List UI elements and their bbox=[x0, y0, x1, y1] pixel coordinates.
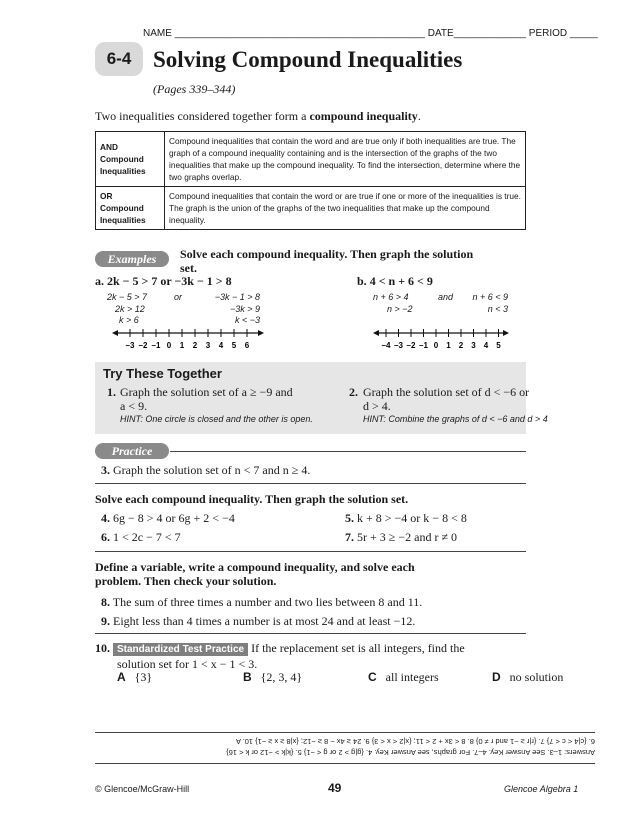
question-2-text bbox=[363, 385, 563, 413]
tick-label: –4 bbox=[381, 341, 391, 350]
tick-label: 0 bbox=[433, 341, 439, 350]
example-expression: 4 < n + 6 < 9 bbox=[369, 274, 433, 288]
example-b-work-right bbox=[460, 292, 508, 315]
tick-label: 3 bbox=[471, 341, 476, 350]
question-text: 1 < 2c − 7 < 7 bbox=[113, 530, 181, 544]
choice-letter: C bbox=[368, 670, 377, 684]
question-3 bbox=[101, 463, 310, 477]
arrow-right-icon bbox=[258, 330, 264, 336]
question-4 bbox=[101, 511, 235, 525]
examples-tag: Examples bbox=[95, 251, 169, 267]
period-blank[interactable]: _____ bbox=[569, 28, 598, 39]
question-line: If the replacement set is all integers, find the bbox=[251, 641, 465, 655]
examples-instruction: Solve each compound inequality. Then graph the solution set. bbox=[180, 247, 474, 275]
answer-line: 6. {c|4 < c < 7} 7. {r|r ≥ −1 and r ≠ 0} 8. 8 < 3x + 2 < 11; {x|2 < x < 3} 9. 24 ≥ 4x − 8 ≥ −12; {x|8 ≥ x ≥ −1} 10. A bbox=[235, 737, 595, 746]
question-10 bbox=[95, 641, 525, 671]
work-step: 2k > 12 bbox=[115, 303, 145, 314]
work-step: 2k − 5 > 7 bbox=[107, 292, 148, 302]
footer-copyright: © Glencoe/McGraw-Hill bbox=[95, 784, 190, 794]
definition-row-or bbox=[96, 187, 526, 230]
divider bbox=[95, 551, 526, 552]
question-number: 10. bbox=[95, 641, 110, 655]
tick-label: 3 bbox=[205, 341, 211, 350]
term-line: Compound bbox=[100, 203, 144, 213]
example-b-number-line bbox=[373, 326, 513, 350]
intro-before: Two inequalities considered together form a bbox=[95, 109, 310, 123]
tick-label: 4 bbox=[218, 341, 224, 350]
question-line: Graph the solution set of a ≥ −9 and bbox=[120, 385, 293, 399]
example-b-problem bbox=[357, 274, 433, 289]
example-a-work-right bbox=[196, 292, 260, 327]
example-a-number-line bbox=[112, 326, 272, 350]
tick-label: 1 bbox=[446, 341, 451, 350]
tick-label: –3 bbox=[394, 341, 403, 350]
question-1-text bbox=[120, 385, 335, 413]
tick-label: –2 bbox=[138, 341, 148, 350]
question-text: The sum of three times a number and two lies between 8 and 11. bbox=[112, 595, 423, 609]
work-step: −3k − 1 > 8 bbox=[214, 292, 260, 302]
question-text: Eight less than 4 times a number is at most 24 and at least −12. bbox=[113, 614, 416, 628]
question-number: 5. bbox=[345, 511, 354, 525]
example-a-work-left bbox=[107, 292, 147, 327]
work-step: n + 6 > 4 bbox=[373, 292, 409, 302]
question-text: Graph the solution set of n < 7 and n ≥ 4. bbox=[113, 463, 311, 477]
arrow-left-icon bbox=[373, 330, 379, 336]
term-line: AND bbox=[100, 142, 118, 152]
heading-line: problem. Then check your solution. bbox=[95, 574, 277, 588]
question-line: d > 4. bbox=[363, 399, 391, 413]
example-a-connector: or bbox=[174, 292, 183, 302]
intro-term: compound inequality bbox=[309, 109, 418, 123]
question-number: 6. bbox=[101, 530, 110, 544]
question-9 bbox=[101, 614, 415, 628]
work-step: k < −3 bbox=[234, 315, 260, 325]
answer-line: Answers: 1–3. See Answer Key. 4–7. For graphs, see Answer Key. 4. {g|g > 2 or g < −1} 5. {k|k > −12 or k < 16} bbox=[226, 748, 595, 757]
tick-label: 5 bbox=[231, 341, 237, 350]
date-label: DATE bbox=[427, 28, 454, 39]
example-b-work-left bbox=[373, 292, 413, 315]
question-text: 6g − 8 > 4 or 6g + 2 < −4 bbox=[113, 511, 235, 525]
question-number: 3. bbox=[101, 463, 110, 477]
tick-label: –3 bbox=[125, 341, 135, 350]
term-line: Compound bbox=[100, 154, 144, 164]
question-text: k + 8 > −4 or k − 8 < 8 bbox=[357, 511, 467, 525]
example-expression: 2k − 5 > 7 or −3k − 1 > 8 bbox=[107, 274, 232, 288]
name-blank[interactable]: _____________________________________________ bbox=[174, 28, 425, 39]
question-1-hint: HINT: One circle is closed and the other is open. bbox=[120, 414, 313, 424]
choice-c[interactable] bbox=[368, 670, 439, 684]
term-line: OR bbox=[100, 191, 113, 201]
arrow-right-icon bbox=[503, 330, 509, 336]
divider bbox=[95, 633, 526, 634]
choice-text: {2, 3, 4} bbox=[260, 670, 303, 684]
example-label: b. bbox=[357, 274, 367, 288]
work-step: −3k > 9 bbox=[229, 303, 260, 314]
tick-label: 4 bbox=[483, 341, 489, 350]
choice-letter: A bbox=[117, 670, 126, 684]
definition-term bbox=[96, 187, 165, 230]
question-number: 8. bbox=[101, 595, 110, 609]
tick-label: 5 bbox=[496, 341, 501, 350]
tick-label: –1 bbox=[151, 341, 161, 350]
example-a-problem bbox=[95, 274, 232, 289]
divider bbox=[95, 732, 595, 733]
question-line: a < 9. bbox=[120, 399, 148, 413]
work-step: n < 3 bbox=[487, 303, 508, 314]
tick-label: –2 bbox=[406, 341, 416, 350]
work-step: n + 6 < 9 bbox=[472, 292, 508, 302]
try-together-title: Try These Together bbox=[103, 366, 222, 381]
tick-label: 0 bbox=[166, 341, 172, 350]
question-number: 4. bbox=[101, 511, 110, 525]
tick-label: 6 bbox=[244, 341, 250, 350]
footer-page-number: 49 bbox=[328, 781, 342, 795]
term-line: Inequalities bbox=[100, 166, 146, 176]
definition-row-and bbox=[96, 132, 526, 187]
tick-label: 2 bbox=[192, 341, 198, 350]
tick-label: 2 bbox=[458, 341, 464, 350]
section-heading-define bbox=[95, 560, 415, 588]
work-step: k > 6 bbox=[119, 315, 139, 325]
example-b-connector: and bbox=[438, 292, 454, 302]
divider bbox=[170, 451, 526, 452]
standardized-test-tag: Standardized Test Practice bbox=[113, 643, 248, 656]
definition-text: Compound inequalities that contain the word and are true only if both inequalities are true. The graph of a compound inequality containing and is the intersection of the graphs of the two inequalities that make up the compound inequality. To find the intersection, determine where the two graphs overlap. bbox=[165, 132, 526, 187]
choice-letter: D bbox=[492, 670, 501, 684]
definition-text: Compound inequalities that contain the word or are true if one or more of the inequalities is true. The graph is the union of the graphs of the two inequalities that make up the compound inequality. bbox=[165, 187, 526, 230]
practice-tag: Practice bbox=[95, 443, 169, 459]
question-6 bbox=[101, 530, 181, 544]
definition-term bbox=[96, 132, 165, 187]
name-label: NAME bbox=[143, 28, 172, 39]
question-number: 7. bbox=[345, 530, 354, 544]
choice-a[interactable] bbox=[117, 670, 152, 684]
question-1-number: 1. bbox=[107, 385, 116, 399]
choice-d[interactable] bbox=[492, 670, 563, 684]
question-text: 5r + 3 ≥ −2 and r ≠ 0 bbox=[357, 530, 458, 544]
arrow-left-icon bbox=[112, 330, 118, 336]
section-heading-solve: Solve each compound inequality. Then graph the solution set. bbox=[95, 492, 409, 506]
choice-text: {3} bbox=[134, 670, 153, 684]
definitions-table bbox=[95, 131, 526, 230]
page-reference: (Pages 339–344) bbox=[153, 82, 236, 96]
tick-label: 1 bbox=[179, 341, 185, 350]
question-7 bbox=[345, 530, 457, 544]
term-line: Inequalities bbox=[100, 215, 146, 225]
question-2-number: 2. bbox=[349, 385, 358, 399]
choice-text: all integers bbox=[385, 670, 439, 684]
answer-key-inverted bbox=[95, 736, 595, 758]
heading-line: Define a variable, write a compound inequality, and solve each bbox=[95, 560, 415, 574]
choice-letter: B bbox=[243, 670, 252, 684]
question-number: 9. bbox=[101, 614, 110, 628]
tick-label: –1 bbox=[419, 341, 428, 350]
choice-b[interactable] bbox=[243, 670, 302, 684]
question-5 bbox=[345, 511, 467, 525]
example-label: a. bbox=[95, 274, 104, 288]
footer-book-title: Glencoe Algebra 1 bbox=[504, 784, 579, 794]
choice-text: no solution bbox=[509, 670, 564, 684]
question-2-hint: HINT: Combine the graphs of d < −6 and d > 4 bbox=[363, 414, 548, 424]
question-8 bbox=[101, 595, 422, 609]
page-title: Solving Compound Inequalities bbox=[153, 47, 463, 72]
lesson-number-badge: 6-4 bbox=[95, 42, 143, 76]
intro-text bbox=[95, 109, 421, 124]
question-line: Graph the solution set of d < −6 or bbox=[363, 385, 530, 399]
work-step: n > −2 bbox=[387, 303, 413, 314]
intro-after: . bbox=[417, 109, 421, 123]
period-label: PERIOD bbox=[528, 28, 568, 39]
date-blank[interactable]: _____________ bbox=[453, 28, 526, 39]
header-bar bbox=[143, 28, 598, 39]
question-line: solution set for 1 < x − 1 < 3. bbox=[117, 657, 258, 671]
divider bbox=[95, 483, 526, 484]
divider bbox=[95, 763, 595, 764]
